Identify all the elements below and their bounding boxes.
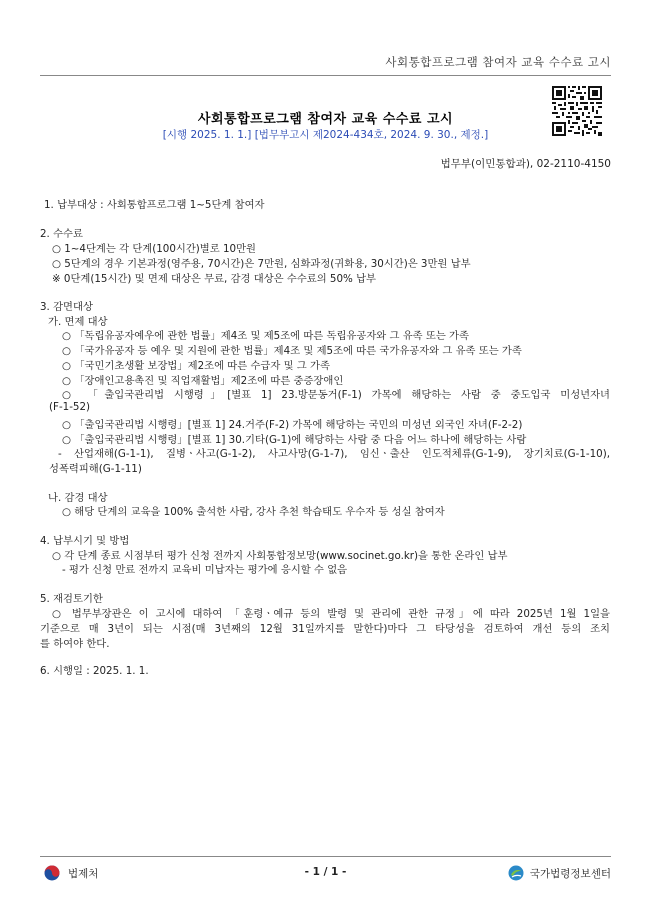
exemption-item-6: ○ 「출입국관리법 시행령」[별표 1] 24.거주(F-2) 가목에 해당하는 국민의 미성년 외국인 자녀(F-2-2) <box>62 419 523 431</box>
reduction-item-1: ○ 해당 단계의 교육을 100% 출석한 사람, 강사 추천 학습태도 우수자 등 성실 참여자 <box>62 506 445 518</box>
ministry-contact: 법무부(이민통합과), 02-2110-4150 <box>440 158 611 170</box>
fee-item-2: ○ 5단계의 경우 기본과정(영주용, 70시간)은 7만원, 심화과정(귀화용, 30시간)은 3만원 납부 <box>52 258 471 270</box>
section-3-heading: 3. 감면대상 <box>40 301 93 313</box>
fee-item-1: ○ 1~4단계는 각 단계(100시간)별로 10만원 <box>52 243 256 255</box>
header-divider <box>40 75 611 76</box>
exemption-item-7-sub: - 산업재해(G-1-1), 질병ㆍ사고(G-1-2), 사고사망(G-1-7), 임신ㆍ출산 인도적체류(G-1-9), 장기치료(G-1-10), <box>58 448 610 460</box>
section-1-payment-target: 1. 납부대상 : 사회통합프로그램 1~5단계 참여자 <box>44 199 265 211</box>
fee-note: ※ 0단계(15시간) 및 면제 대상은 무료, 감경 대상은 수수료의 50% 납부 <box>52 273 376 285</box>
page-number: - 1 / 1 - <box>304 866 347 878</box>
section-2-heading: 2. 수수료 <box>40 228 83 240</box>
review-line-1: ○ 법무부장관은 이 고시에 대하여 「훈령ㆍ예규 등의 발령 및 관리에 관한 규정」에 따라 2025년 1월 1일을 <box>52 608 610 620</box>
document-title: 사회통합프로그램 참여자 교육 수수료 고시 <box>197 112 454 127</box>
section-4-heading: 4. 납부시기 및 방법 <box>40 535 130 547</box>
exemption-item-4: ○ 「장애인고용촉진 및 직업재활법」제2조에 따른 중증장애인 <box>62 375 344 387</box>
footer-law-center <box>508 865 611 881</box>
reduction-heading: 나. 감경 대상 <box>48 492 108 504</box>
document-subtitle: [시행 2025. 1. 1.] [법무부고시 제2024-434호, 2024. 9. 30., 제정.] <box>162 129 489 141</box>
footer-right-label: 국가법령정보센터 <box>529 867 611 880</box>
section-5-heading: 5. 재검토기한 <box>40 593 103 605</box>
exemption-item-3: ○ 「국민기초생활 보장법」제2조에 따른 수급자 및 그 가족 <box>62 360 330 372</box>
review-line-2: 기준으로 매 3년이 되는 시점(매 3년째의 12월 31일까지를 말한다)마다 그 타당성을 검토하여 개선 등의 조치 <box>40 623 610 635</box>
law-center-logo-icon <box>508 865 524 881</box>
exemption-item-1: ○ 「독립유공자예우에 관한 법률」제4조 및 제5조에 따른 독립유공자와 그 유족 또는 가족 <box>62 330 469 342</box>
exemption-item-5-cont: (F-1-52) <box>49 401 91 413</box>
footer-left-label: 법제처 <box>68 867 99 880</box>
exemption-item-7: ○ 「출입국관리법 시행령」[별표 1] 30.기타(G-1)에 해당하는 사람 중 다음 어느 하나에 해당하는 사람 <box>62 434 527 446</box>
review-line-3: 를 하여야 한다. <box>40 638 110 650</box>
section-6-effective-date: 6. 시행일 : 2025. 1. 1. <box>40 665 149 677</box>
exemption-item-2: ○ 「국가유공자 등 예우 및 지원에 관한 법률」제4조 및 제5조에 따른 국가유공자와 그 유족 또는 가족 <box>62 345 522 357</box>
payment-method: ○ 각 단계 종료 시점부터 평가 신청 전까지 사회통합정보망(www.socinet.go.kr)을 통한 온라인 납부 <box>52 550 508 562</box>
payment-note: - 평가 신청 만료 전까지 교육비 미납자는 평가에 응시할 수 없음 <box>62 564 348 576</box>
footer-divider <box>40 856 611 857</box>
exemption-heading: 가. 면제 대상 <box>48 316 108 328</box>
exemption-item-5: ○ 「출입국관리법 시행령」[별표 1] 23.방문동거(F-1) 가목에 해당하는 사람 중 중도입국 미성년자녀 <box>62 389 610 401</box>
running-header: 사회통합프로그램 참여자 교육 수수료 고시 <box>385 55 611 69</box>
exemption-item-7-sub-cont: 성폭력피해(G-1-11) <box>49 463 142 475</box>
